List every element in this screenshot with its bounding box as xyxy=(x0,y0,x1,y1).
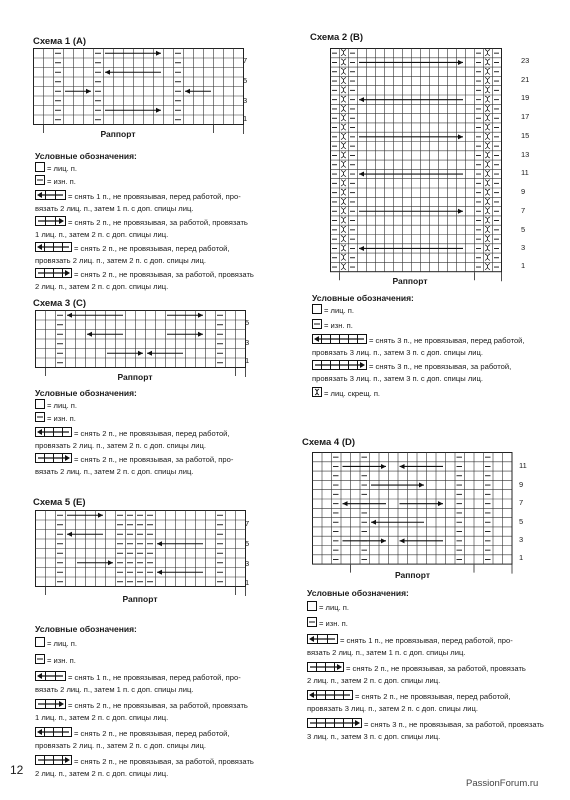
row-number: 19 xyxy=(521,93,530,102)
legend-cable-3-text: = снять 2 п., не провязывая, перед работой, xyxy=(74,244,230,253)
twisted-mark xyxy=(485,170,490,176)
chart-grid xyxy=(33,48,244,134)
twisted-mark xyxy=(341,133,346,139)
twisted-mark xyxy=(341,96,346,102)
twisted-mark xyxy=(485,68,490,74)
cable-arrowhead xyxy=(343,501,348,506)
row-number: 5 xyxy=(243,76,248,85)
twisted-mark xyxy=(341,161,346,167)
twisted-mark xyxy=(485,143,490,149)
legend-title: Условные обозначения: xyxy=(35,388,137,398)
cable-right-4-icon xyxy=(35,755,72,768)
scheme-2-title: Схема 2 (B) xyxy=(310,32,364,43)
scheme-5-rapport-label: Раппорт xyxy=(122,594,158,604)
cable-arrowhead xyxy=(381,538,386,543)
cable-arrowhead xyxy=(458,134,463,139)
chart-grid xyxy=(35,510,246,596)
twisted-mark xyxy=(341,143,346,149)
legend-title: Условные обозначения: xyxy=(35,151,137,161)
cable-arrowhead xyxy=(185,89,190,94)
twisted-mark xyxy=(341,77,346,83)
twisted-mark xyxy=(485,189,490,195)
cable-arrowhead xyxy=(147,351,152,356)
legend-knit-text: = лиц. п. xyxy=(47,639,78,648)
twisted-mark xyxy=(485,152,490,158)
cable-right-4-icon xyxy=(35,268,72,281)
cable-arrowhead xyxy=(400,538,405,543)
legend-knit-text: = лиц. п. xyxy=(47,164,78,173)
scheme-1-row-numbers xyxy=(243,56,255,126)
cable-right-4-icon xyxy=(307,662,344,675)
twisted-mark xyxy=(485,124,490,130)
cable-arrowhead xyxy=(381,464,386,469)
legend-cable-1-text-cont: вязать 2 лиц. п., затем 1 п. с доп. спицы лиц. xyxy=(307,648,466,657)
cable-arrowhead xyxy=(108,560,113,565)
cable-arrowhead xyxy=(359,172,364,177)
twisted-mark xyxy=(341,170,346,176)
twisted-mark xyxy=(341,152,346,158)
twisted-mark xyxy=(341,50,346,56)
twisted-mark xyxy=(341,105,346,111)
twisted-mark xyxy=(341,254,346,260)
watermark: PassionForum.ru xyxy=(466,778,539,789)
knit-symbol-icon xyxy=(307,601,317,614)
legend-cable-4-text-cont: 2 лиц. п., затем 2 п. с доп. спицы лиц. xyxy=(35,769,169,778)
legend-cable-4-text: = снять 3 п., не провязывая, за работой, провязать xyxy=(364,720,544,729)
cable-arrowhead xyxy=(87,332,92,337)
legend-cable-2-text: = снять 2 п., не провязывая, за работой, про- xyxy=(74,455,234,464)
twisted-mark xyxy=(341,208,346,214)
legend-cable-2-text-cont: провязать 3 лиц. п., затем 3 п. с доп. спицы лиц. xyxy=(312,374,483,383)
twisted-mark xyxy=(485,208,490,214)
row-number: 5 xyxy=(245,318,250,327)
scheme-3-rapport-label: Раппорт xyxy=(117,372,153,382)
twisted-mark xyxy=(485,77,490,83)
legend-purl-text: = изн. п. xyxy=(47,414,76,423)
legend-knit-text: = лиц. п. xyxy=(324,306,355,315)
legend-cable-1-text: = снять 3 п., не провязывая, перед работой, xyxy=(369,336,525,345)
legend-cable-3-text-cont: провязать 2 лиц. п., затем 2 п. с доп. спицы лиц. xyxy=(35,741,206,750)
purl-symbol-icon xyxy=(307,617,317,630)
row-number: 1 xyxy=(519,553,524,562)
scheme-3-row-numbers xyxy=(245,318,257,368)
cable-left-4-icon xyxy=(35,427,72,440)
twisted-mark xyxy=(341,115,346,121)
twisted-mark xyxy=(485,87,490,93)
twisted-mark xyxy=(341,189,346,195)
twisted-mark xyxy=(341,226,346,232)
cable-left-3-icon xyxy=(307,634,338,647)
chart-grid xyxy=(35,310,246,377)
cable-left-4-icon xyxy=(35,727,72,740)
twisted-mark xyxy=(485,133,490,139)
legend-cable-2-text-cont: вязать 2 лиц. п., затем 2 п. с доп. спицы лиц. xyxy=(35,467,194,476)
purl-symbol-icon xyxy=(35,654,45,667)
twisted-mark xyxy=(485,180,490,186)
cable-arrowhead xyxy=(198,313,203,318)
legend-purl-text: = изн. п. xyxy=(324,321,353,330)
legend-cable-3-text-cont: провязать 2 лиц. п., затем 2 п. с доп. спицы лиц. xyxy=(35,256,206,265)
row-number: 15 xyxy=(521,131,530,140)
knit-symbol-icon xyxy=(35,637,45,650)
twisted-mark xyxy=(485,198,490,204)
scheme-4-row-numbers xyxy=(519,461,533,566)
twisted-knit-symbol-icon xyxy=(312,387,322,400)
legend-cable-2-text: = снять 2 п., не провязывая, за работой, провязать xyxy=(68,218,248,227)
cable-arrowhead xyxy=(156,51,161,56)
knit-symbol-icon xyxy=(312,304,322,317)
row-number: 1 xyxy=(245,578,250,587)
knit-symbol-icon xyxy=(35,162,45,175)
legend-purl-text: = изн. п. xyxy=(47,656,76,665)
twisted-mark xyxy=(341,263,346,269)
twisted-mark xyxy=(341,245,346,251)
chart-grid xyxy=(330,48,502,281)
twisted-mark xyxy=(341,180,346,186)
legend-cable-1-text-cont: провязать 3 лиц. п., затем 3 п. с доп. спицы лиц. xyxy=(312,348,483,357)
legend-cable-2-text-cont: 1 лиц. п., затем 2 п. с доп. спицы лиц. xyxy=(35,713,169,722)
twisted-mark xyxy=(341,87,346,93)
scheme-3-chart xyxy=(35,310,245,370)
scheme-4-legend xyxy=(307,588,557,742)
cable-arrowhead xyxy=(156,108,161,113)
cable-arrowhead xyxy=(67,313,72,318)
legend-cable-2-text: = снять 3 п., не провязывая, за работой, xyxy=(369,362,512,371)
cable-arrowhead xyxy=(105,70,110,75)
row-number: 1 xyxy=(521,261,526,270)
scheme-4-chart xyxy=(312,452,517,567)
page-number: 12 xyxy=(10,763,24,777)
cable-arrowhead xyxy=(198,332,203,337)
legend-cable-1-text-cont: провязать 2 лиц. п., затем 2 п. с доп. спицы лиц. xyxy=(35,441,206,450)
twisted-mark xyxy=(485,236,490,242)
legend-purl-text: = изн. п. xyxy=(47,177,76,186)
legend-cable-2-text: = снять 2 п., не провязывая, за работой, провязать xyxy=(346,664,526,673)
scheme-2-rapport-label: Раппорт xyxy=(392,276,428,286)
legend-cable-2-text-cont: 1 лиц. п., затем 2 п. с доп. спицы лиц. xyxy=(35,230,169,239)
cable-arrowhead xyxy=(157,570,162,575)
legend-cable-1-text: = снять 1 п., не провязывая, перед работой, про- xyxy=(340,636,513,645)
legend-cable-1-text: = снять 1 п., не провязывая, перед работой, про- xyxy=(68,192,241,201)
twisted-mark xyxy=(485,161,490,167)
cable-arrowhead xyxy=(359,97,364,102)
legend-cable-3-text: = снять 2 п., не провязывая, перед работой, xyxy=(74,729,230,738)
scheme-1-legend xyxy=(35,151,275,292)
twisted-mark xyxy=(485,115,490,121)
row-number: 3 xyxy=(519,535,524,544)
row-number: 11 xyxy=(519,461,527,470)
legend-cable-3-text: = снять 2 п., не провязывая, перед работой, xyxy=(355,692,511,701)
row-number: 5 xyxy=(519,517,524,526)
twisted-mark xyxy=(485,59,490,65)
twisted-mark xyxy=(341,217,346,223)
row-number: 7 xyxy=(243,56,248,65)
row-number: 17 xyxy=(521,112,530,121)
twisted-mark xyxy=(341,68,346,74)
legend-cable-1-text: = снять 1 п., не провязывая, перед работой, про- xyxy=(68,673,241,682)
legend-title: Условные обозначения: xyxy=(35,624,137,634)
row-number: 1 xyxy=(245,356,250,365)
cable-arrowhead xyxy=(98,513,103,518)
legend-cable-1-text: = снять 2 п., не провязывая, перед работой, xyxy=(74,429,230,438)
scheme-2-chart xyxy=(330,48,502,274)
cable-right-3-icon xyxy=(35,216,66,229)
twisted-mark xyxy=(485,217,490,223)
row-number: 7 xyxy=(245,519,250,528)
purl-symbol-icon xyxy=(312,319,322,332)
cable-right-6-icon xyxy=(312,360,367,373)
purl-symbol-icon xyxy=(35,412,45,425)
cable-arrowhead xyxy=(67,532,72,537)
cable-left-3-icon xyxy=(35,190,66,203)
cable-arrowhead xyxy=(438,501,443,506)
scheme-1-chart xyxy=(33,48,248,128)
scheme-5-chart xyxy=(35,510,245,590)
legend-twisted-text: = лиц. скрещ. п. xyxy=(324,389,381,398)
twisted-mark xyxy=(341,124,346,130)
purl-symbol-icon xyxy=(35,175,45,188)
cable-arrowhead xyxy=(400,464,405,469)
row-number: 3 xyxy=(245,338,250,347)
legend-cable-4-text: = снять 2 п., не провязывая, за работой, провязать xyxy=(74,757,254,766)
twisted-mark xyxy=(485,263,490,269)
legend-cable-2-text-cont: 2 лиц. п., затем 2 п. с доп. спицы лиц. xyxy=(307,676,441,685)
scheme-5-row-numbers xyxy=(245,519,257,589)
cable-arrowhead xyxy=(371,520,376,525)
legend-title: Условные обозначения: xyxy=(312,293,414,303)
cable-left-4-icon xyxy=(35,242,72,255)
cable-left-3-icon xyxy=(35,671,66,684)
cable-left-6-icon xyxy=(312,334,367,347)
row-number: 3 xyxy=(243,96,248,105)
legend-purl-text: = изн. п. xyxy=(319,619,348,628)
legend-cable-1-text-cont: вязать 2 лиц. п., затем 1 п. с доп. спицы лиц. xyxy=(35,685,194,694)
scheme-3-title: Схема 3 (C) xyxy=(33,298,87,309)
legend-cable-4-text-cont: 3 лиц. п., затем 3 п. с доп. спицы лиц. xyxy=(307,732,441,741)
chart-grid xyxy=(312,452,512,574)
twisted-mark xyxy=(485,50,490,56)
scheme-1-title: Схема 1 (A) xyxy=(33,36,87,47)
twisted-mark xyxy=(485,105,490,111)
legend-cable-3-text-cont: провязать 3 лиц. п., затем 2 п. с доп. спицы лиц. xyxy=(307,704,478,713)
cable-right-6-icon xyxy=(307,718,362,731)
row-number: 3 xyxy=(245,559,250,568)
scheme-1-rapport-label: Раппорт xyxy=(100,129,136,139)
twisted-mark xyxy=(341,59,346,65)
cable-arrowhead xyxy=(359,246,364,251)
scheme-4-title: Схема 4 (D) xyxy=(302,437,356,448)
scheme-5-title: Схема 5 (E) xyxy=(33,497,86,508)
cable-right-4-icon xyxy=(35,453,72,466)
legend-cable-4-text: = снять 2 п., не провязывая, за работой, провязать xyxy=(74,270,254,279)
row-number: 13 xyxy=(521,150,530,159)
row-number: 3 xyxy=(521,243,526,252)
legend-cable-4-text-cont: 2 лиц. п., затем 2 п. с доп. спицы лиц. xyxy=(35,282,169,291)
row-number: 7 xyxy=(521,206,526,215)
scheme-5-legend xyxy=(35,624,275,779)
cable-left-5-icon xyxy=(307,690,353,703)
twisted-mark xyxy=(341,236,346,242)
legend-knit-text: = лиц. п. xyxy=(47,401,78,410)
twisted-mark xyxy=(485,226,490,232)
cable-arrowhead xyxy=(157,541,162,546)
cable-arrowhead xyxy=(458,209,463,214)
cable-arrowhead xyxy=(86,89,91,94)
row-number: 11 xyxy=(521,168,529,177)
cable-arrowhead xyxy=(419,483,424,488)
row-number: 1 xyxy=(243,114,248,123)
legend-knit-text: = лиц. п. xyxy=(319,603,350,612)
row-number: 23 xyxy=(521,56,530,65)
scheme-2-row-numbers xyxy=(521,56,535,276)
row-number: 9 xyxy=(519,480,524,489)
row-number: 9 xyxy=(521,187,526,196)
legend-cable-1-text-cont: вязать 2 лиц. п., затем 1 п. с доп. спицы лиц. xyxy=(35,204,194,213)
legend-cable-2-text: = снять 2 п., не провязывая, за работой, провязать xyxy=(68,701,248,710)
row-number: 5 xyxy=(245,539,250,548)
cable-arrowhead xyxy=(138,351,143,356)
twisted-mark xyxy=(485,96,490,102)
scheme-3-legend xyxy=(35,388,275,477)
row-number: 21 xyxy=(521,75,530,84)
twisted-mark xyxy=(485,254,490,260)
cable-right-3-icon xyxy=(35,699,66,712)
legend-title: Условные обозначения: xyxy=(307,588,409,598)
twisted-mark xyxy=(485,245,490,251)
scheme-2-legend xyxy=(312,293,552,400)
scheme-4-rapport-label: Раппорт xyxy=(395,570,430,580)
row-number: 5 xyxy=(521,225,526,234)
twisted-mark xyxy=(341,198,346,204)
row-number: 7 xyxy=(519,498,524,507)
knit-symbol-icon xyxy=(35,399,45,412)
cable-arrowhead xyxy=(458,60,463,65)
